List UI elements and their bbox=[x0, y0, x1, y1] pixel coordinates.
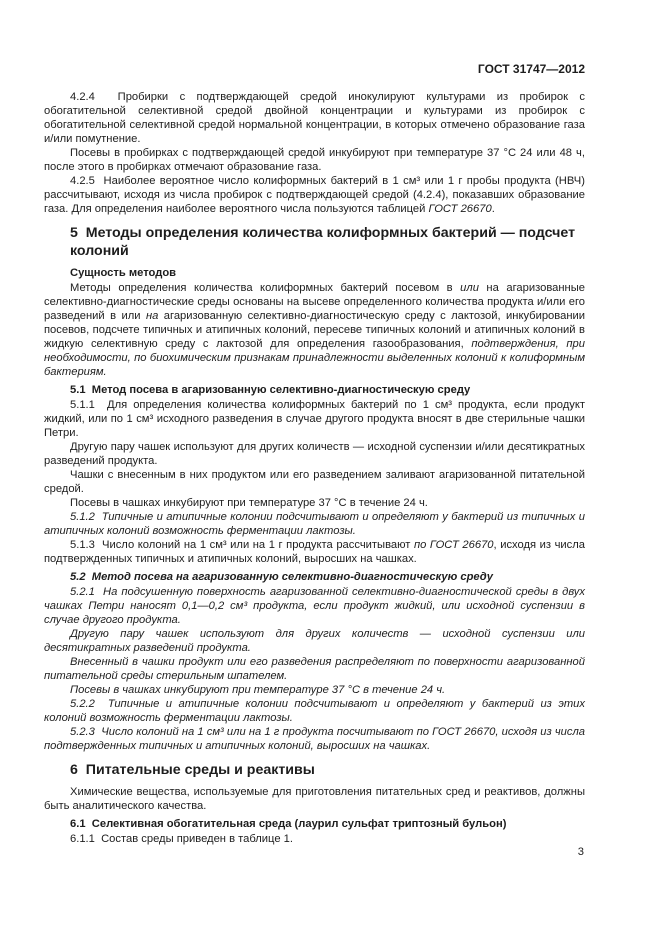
text-run: 5.2 Метод посева на агаризованную селективно-диагностическую среду bbox=[70, 571, 493, 583]
text-run: Посевы в пробирках с подтверждающей средой инкубируют при температуре 37 °C 24 или 48 ч, после этого в пробирках отмечают образование газа. bbox=[44, 147, 585, 173]
section-heading bbox=[44, 761, 585, 779]
text-run: Другую пару чашек используют для других количеств — исходной суспензии и/или десятикратных разведений продукта. bbox=[44, 441, 585, 467]
document-body bbox=[44, 90, 585, 846]
paragraph bbox=[44, 627, 585, 655]
paragraph bbox=[44, 585, 585, 627]
text-run: подтверждения, при необходимости, по биохимическим признакам принадлежности выделенных колоний к колиформным бактериям. bbox=[44, 338, 585, 378]
section-heading bbox=[44, 224, 585, 260]
paragraph bbox=[44, 281, 585, 379]
subheading bbox=[44, 570, 585, 584]
paragraph bbox=[44, 655, 585, 683]
paragraph bbox=[44, 496, 585, 510]
text-run: Посевы в чашках инкубируют при температуре 37 °C в течение 24 ч. bbox=[70, 684, 446, 696]
text-run: 5.1.2 Типичные и атипичные колонии подсчитывают и определяют у бактерий из типичных и атипичных колоний возможность ферментации лактозы. bbox=[44, 511, 585, 537]
text-run: 5.2.1 На подсушенную поверхность агаризованной селективно-диагностической среды в двух чашках Петри наносят 0,1—0,2 см³ продукта, если продукт жидкий, или исходной суспензии в случае другого продукта. bbox=[44, 586, 585, 626]
text-run: Внесенный в чашки продукт или его разведения распределяют по поверхности агаризованной питательной среды стерильным шпателем. bbox=[44, 656, 585, 682]
subheading bbox=[44, 383, 585, 397]
text-run: на агаризованные селективно-диагностические среды основаны на высеве определенного количества продукта и/или его разведений в или bbox=[44, 282, 585, 322]
paragraph bbox=[44, 468, 585, 496]
text-run: Сущность методов bbox=[70, 267, 177, 279]
text-run: 5.1.3 Число колоний на 1 см³ или на 1 г продукта рассчитывают bbox=[70, 539, 414, 551]
paragraph bbox=[44, 725, 585, 753]
text-run: 6.1.1 Состав среды приведен в таблице 1. bbox=[70, 833, 293, 845]
text-run: 5.2.3 Число колоний на 1 см³ или на 1 г продукта посчитывают по ГОСТ 26670, исходя из числа подтвержденных типичных и атипичных колоний, выросших на чашках. bbox=[44, 726, 585, 752]
text-run: ГОСТ 26670 bbox=[428, 203, 492, 215]
subheading bbox=[44, 817, 585, 831]
paragraph bbox=[44, 90, 585, 146]
text-run: на bbox=[145, 310, 159, 322]
paragraph bbox=[44, 146, 585, 174]
page-number: 3 bbox=[577, 846, 584, 858]
text-run: 5 Методы определения количества колиформных бактерий — подсчет колоний bbox=[70, 225, 576, 259]
subheading bbox=[44, 266, 585, 280]
text-run: , исходя из числа подтвержденных типичных и атипичных колоний, выросших на чашках. bbox=[44, 539, 585, 565]
paragraph bbox=[44, 440, 585, 468]
paragraph bbox=[44, 398, 585, 440]
text-run: Другую пару чашек используют для других количеств — исходной суспензии или десятикратных разведений продукта. bbox=[44, 628, 585, 654]
doc-number: ГОСТ 31747—2012 bbox=[477, 62, 585, 76]
text-run: Химические вещества, используемые для приготовления питательных сред и реактивов, должны быть аналитического качества. bbox=[44, 786, 585, 812]
paragraph bbox=[44, 510, 585, 538]
paragraph bbox=[44, 683, 585, 697]
paragraph bbox=[44, 538, 585, 566]
text-run: Методы определения количества колиформных бактерий посевом в bbox=[70, 282, 461, 294]
text-run: Чашки с внесенным в них продуктом или его разведением заливают агаризованной питательной средой. bbox=[44, 469, 585, 495]
text-run: . bbox=[491, 203, 495, 215]
text-run: агаризованную селективно-диагностическую среду с лактозой, инкубировании посевов, подсчете типичных и атипичных колоний, пересеве типичных колоний и атипичных колоний в жидкую селективную среду с лактозой для определения газообразования, bbox=[44, 310, 585, 350]
text-run: 4.2.4 Пробирки с подтверждающей средой инокулируют культурами из пробирок с обогатительной селективной средой двойной концентрации и культурами из пробирок с обогатительной селективной средой нормальной концентрации, в которых отмечено образование газа и/или помутнение. bbox=[44, 91, 585, 145]
text-run: 6.1 Селективная обогатительная среда (лаурил сульфат триптозный бульон) bbox=[70, 818, 507, 830]
text-run: 5.1.1 Для определения количества колиформных бактерий по 1 см³ продукта, если продукт жидкий, или по 1 см³ исходного разведения в случае другого продукта вносят в две стерильные чашки Петри. bbox=[44, 399, 585, 439]
text-run: 5.1 Метод посева в агаризованную селективно-диагностическую среду bbox=[70, 384, 471, 396]
text-run: 5.2.2 Типичные и атипичные колонии подсчитывают и определяют у бактерий из этих колоний возможность ферментации лактозы. bbox=[44, 698, 585, 724]
text-run: Посевы в чашках инкубируют при температуре 37 °C в течение 24 ч. bbox=[70, 497, 428, 509]
text-run: или bbox=[460, 282, 479, 294]
paragraph bbox=[44, 785, 585, 813]
page-header bbox=[44, 62, 585, 76]
paragraph bbox=[44, 174, 585, 216]
paragraph bbox=[44, 697, 585, 725]
text-run: по ГОСТ 26670 bbox=[413, 539, 494, 551]
paragraph bbox=[44, 832, 585, 846]
text-run: 4.2.5 Наиболее вероятное число колиформных бактерий в 1 см³ или 1 г пробы продукта (НВЧ) рассчитывают, исходя из числа пробирок с подтверждающей средой (4.2.4), показавших образование газа. Для определения наиболее вероятного числа пользуются таблицей bbox=[44, 175, 585, 215]
text-run: 6 Питательные среды и реактивы bbox=[70, 762, 315, 778]
